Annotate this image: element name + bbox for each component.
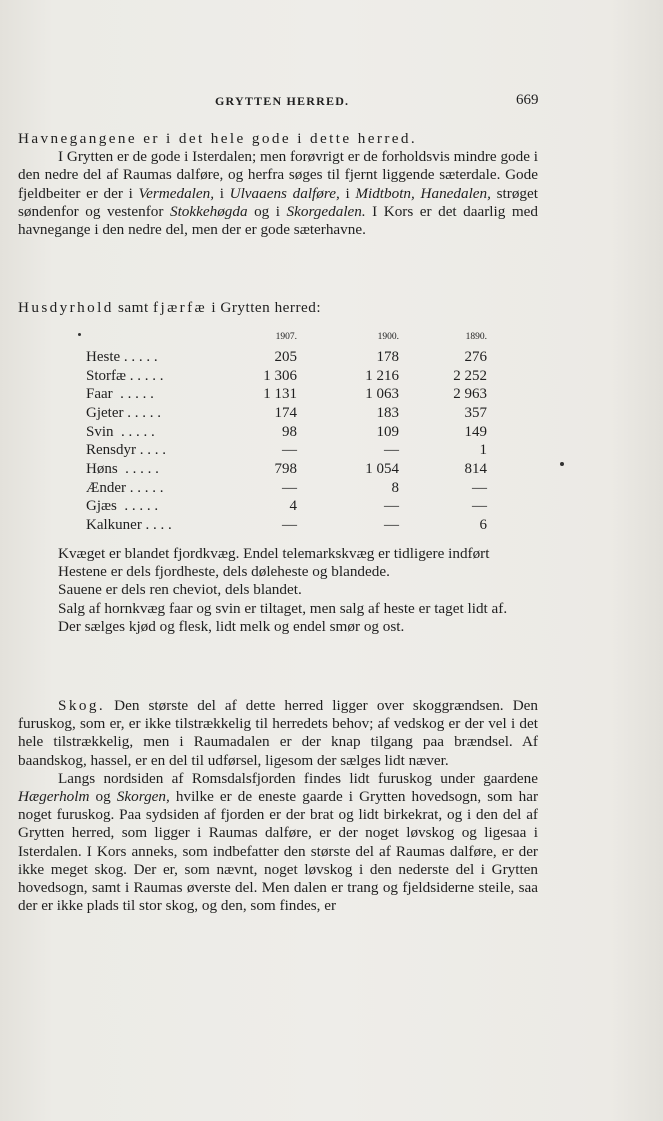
table-row: Storfæ . . . . . 1 306 1 216 2 252 bbox=[86, 367, 487, 384]
note-cattle: Kvæget er blandet fjordkvæg. Endel telemarkskvæg er tidligere indført bbox=[58, 545, 490, 562]
table-row: Faar . . . . . 1 131 1 063 2 963 bbox=[86, 386, 487, 403]
table-row: Heste . . . . . 205 178 276 bbox=[86, 348, 487, 365]
table-row: Gjæs . . . . . 4 — — bbox=[86, 498, 487, 515]
table-row: Gjeter . . . . . 174 183 357 bbox=[86, 404, 487, 421]
print-speck bbox=[78, 333, 81, 336]
livestock-notes bbox=[18, 545, 538, 636]
table-row: Kalkuner . . . . — — 6 bbox=[86, 517, 487, 534]
note-sales: Salg af hornkvæg faar og svin er tiltaget, men salg af heste er taget lidt af. bbox=[58, 599, 508, 617]
forest-paragraph-1: Skog. Den største del af dette herred ligger over skoggrændsen. Den furuskog, som er, er ikke tilstrækkelig til herredets behov; af vedskog er der vel i det hele tilstrækkelig, men i Raumadalen er der knap tilgang paa brændsel. Af baandskog, hassel, er en del til udførsel, ligesom der sælges lidt næver. bbox=[18, 697, 538, 769]
table-caption: Husdyrhold samt fjærfæ i Grytten herred: bbox=[18, 299, 322, 316]
table-row: Svin . . . . . 98 109 149 bbox=[86, 423, 487, 440]
table-header-row bbox=[86, 330, 487, 348]
livestock-table bbox=[86, 330, 487, 535]
year-1890-header: 1890. bbox=[465, 332, 487, 342]
table-row: Rensdyr . . . . — — 1 bbox=[86, 442, 487, 459]
running-title: GRYTTEN HERRED. bbox=[215, 94, 350, 108]
note-sheep: Sauene er dels ren cheviot, dels blandet. bbox=[58, 581, 302, 599]
print-speck bbox=[560, 462, 564, 466]
table-row: Høns . . . . . 798 1 054 814 bbox=[86, 460, 487, 477]
forest-paragraph-2: Langs nordsiden af Romsdalsfjorden findes lidt furuskog under gaardene Hægerholm og Skorgen, hvilke er de eneste gaarde i Grytten hovedsogn, som har noget furuskog. Paa sydsiden af fjorden er der brat og lidt birkekrat, og i den del af Grytten herred, som ligger i Raumas dalføre, er der noget løvskog og ligesaa i Isterdalen. I Kors anneks, som indbefatter den største del af Raumas dalføre, er der ikke meget skog. Der er, som nævnt, noget løvskog i den nederste del i Grytten hovedsogn, samt i Raumas øverste del. Men dalen er trang og fjeldsiderne steile, saa der er ikke plads til stor skog, og den, som findes, er bbox=[18, 769, 539, 915]
year-1907-header: 1907. bbox=[275, 332, 297, 342]
page-header bbox=[0, 94, 663, 114]
note-meat: Der sælges kjød og flesk, lidt melk og endel smør og ost. bbox=[58, 617, 405, 635]
grazing-paragraph: I Grytten er de gode i Isterdalen; men forøvrigt er de forholdsvis mindre gode i den nedre del af Raumas dalføre, og herfra søges til fjernt liggende sæterdale. Gode fjeldbeiter er der i Vermedalen, i Ulvaaens dalføre, i Midtbotn, Hanedalen, strøget søndenfor og vestenfor Stokkehøgda og i Skorgedalen. I Kors er det daarlig med havnegange i den nedre del, men der er gode sæterhavne. bbox=[18, 148, 538, 239]
grazing-first-line: Havnegangene er i det hele gode i dette herred. bbox=[18, 130, 418, 147]
forest-section bbox=[18, 697, 538, 915]
forest-heading: Skog. bbox=[58, 697, 106, 714]
grazing-section bbox=[18, 130, 538, 239]
page-number: 669 bbox=[516, 92, 539, 108]
year-1900-header: 1900. bbox=[377, 332, 399, 342]
note-horses: Hestene er dels fjordheste, dels døleheste og blandede. bbox=[58, 563, 390, 581]
table-row: Ænder . . . . . — 8 — bbox=[86, 479, 487, 496]
